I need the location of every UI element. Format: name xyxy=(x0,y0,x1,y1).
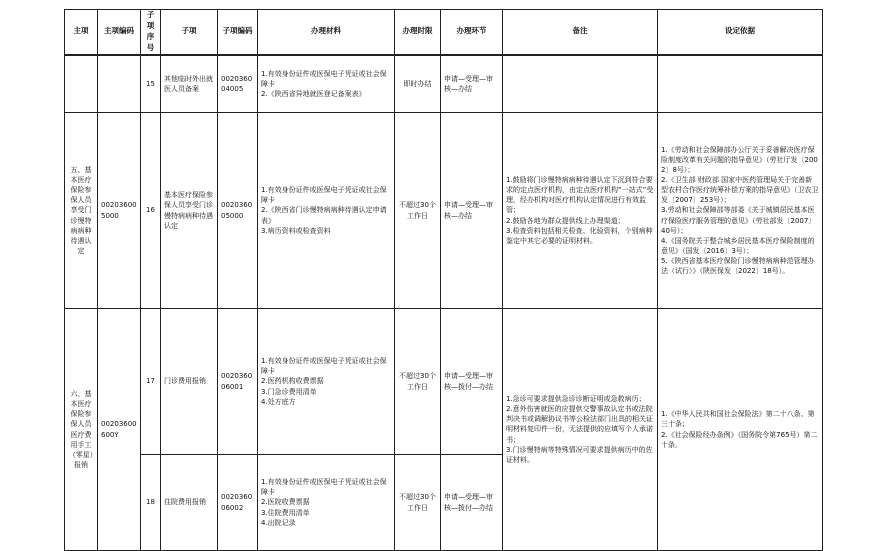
header-basis: 设定依据 xyxy=(658,10,823,55)
material-item: 3.门急诊费用清单 xyxy=(261,387,317,396)
subitem-code-cell: 002036006001 xyxy=(218,309,258,455)
subitem-code-cell: 002036005000 xyxy=(218,113,258,309)
material-item: 1.有效身份证件或医保电子凭证或社会保障卡 xyxy=(261,478,387,497)
basis-cell xyxy=(658,309,823,551)
material-item: 1.有效身份证件或医保电子凭证或社会保障卡 xyxy=(261,69,387,88)
materials-cell xyxy=(258,113,395,309)
material-item: 1.有效身份证件或医保电子凭证或社会保障卡 xyxy=(261,186,387,205)
subitem-cell: 基本医疗保险参保人员享受门诊慢特病病种待遇认定 xyxy=(161,113,218,309)
basis-item: 1.《中华人民共和国社会保险法》第二十八条、第三十条； xyxy=(661,410,815,429)
basis-cell xyxy=(658,113,823,309)
time-limit-cell: 不超过30个工作日 xyxy=(395,455,441,551)
material-item: 4.出院记录 xyxy=(261,518,296,527)
header-materials: 办理材料 xyxy=(258,10,395,55)
material-item: 2.《陕西省异地就医登记备案表》 xyxy=(261,89,366,98)
process-cell: 申请—受理—审核—办结 xyxy=(441,113,503,309)
main-item-cell xyxy=(65,55,98,113)
subitem-cell: 住院费用报销 xyxy=(161,455,218,551)
table-row xyxy=(65,309,823,455)
remark-item: 1.急诊可要求提供急诊诊断证明或急救病历； xyxy=(506,395,646,403)
process-cell: 申请—受理—审核—办结 xyxy=(441,55,503,113)
main-code-cell: 00203600600Y xyxy=(98,309,141,551)
remark-item: 1.鼓励将门诊慢特病病种待遇认定下沉到符合要求的定点医疗机构，由定点医疗机构“一站式”受理，经办机构对医疗机构认定情况进行有效监管； xyxy=(506,176,654,215)
basis-item: 4.《国务院关于整合城乡居民基本医疗保险制度的意见》（国发〔2016〕3号）； xyxy=(661,236,815,255)
material-item: 1.有效身份证件或医保电子凭证或社会保障卡 xyxy=(261,357,387,376)
material-item: 2.医药机构收费票据 xyxy=(261,377,324,386)
material-item: 3.病历资料或检查资料 xyxy=(261,226,331,235)
table-header-row xyxy=(65,10,823,55)
materials-cell xyxy=(258,55,395,113)
header-subitem-code: 子项编码 xyxy=(218,10,258,55)
remark-item: 2.意外伤害就医的应提供交警事故认定书或法院判决书或调解协议书等公检法部门出具的相关证明材料复印件一份，无法提供的应填写个人承诺书； xyxy=(506,405,653,444)
remarks-cell xyxy=(503,113,658,309)
header-main-code: 主项编码 xyxy=(98,10,141,55)
remarks-cell xyxy=(503,309,658,551)
basis-item: 2.《社会保险经办条例》（国务院令第765号）第二十条。 xyxy=(661,430,818,449)
main-item-cell: 六、基本医疗保险参保人员医疗费用手工（零星）报销 xyxy=(65,309,98,551)
subitem-no-cell: 15 xyxy=(141,55,161,113)
subitem-cell: 门诊费用报销 xyxy=(161,309,218,455)
main-code-cell xyxy=(98,55,141,113)
subitem-cell: 其他临时外出就医人员备案 xyxy=(161,55,218,113)
time-limit-cell: 即时办结 xyxy=(395,55,441,113)
material-item: 3.住院费用清单 xyxy=(261,508,310,517)
time-limit-cell: 不超过30个工作日 xyxy=(395,309,441,455)
header-subitem: 子项 xyxy=(161,10,218,55)
materials-cell xyxy=(258,309,395,455)
subitem-code-cell: 002036004005 xyxy=(218,55,258,113)
header-time-limit: 办理时限 xyxy=(395,10,441,55)
header-subitem-no: 子项序号 xyxy=(141,10,161,55)
main-code-cell: 002036005000 xyxy=(98,113,141,309)
header-process: 办理环节 xyxy=(441,10,503,55)
header-remarks: 备注 xyxy=(503,10,658,55)
basis-cell xyxy=(658,55,823,113)
materials-cell xyxy=(258,455,395,551)
time-limit-cell: 不超过30个工作日 xyxy=(395,113,441,309)
table-row xyxy=(65,113,823,309)
remark-item: 2.鼓励各地为群众提供线上办理渠道； xyxy=(506,216,625,225)
process-cell: 申请—受理—审核—拨付—办结 xyxy=(441,309,503,455)
basis-item: 1.《劳动和社会保障部办公厅关于妥善解决医疗保险制度改革有关问题的指导意见》（劳社厅发〔2002〕8号）； xyxy=(661,145,818,174)
material-item: 2.《陕西省门诊慢特病病种待遇认定申请表》 xyxy=(261,206,387,225)
basis-item: 2.《卫生部 财政部 国家中医药管理局关于完善新型农村合作医疗统筹补偿方案的指导意见》（卫农卫发〔2007〕253号）； xyxy=(661,176,819,205)
remarks-cell xyxy=(503,55,658,113)
material-item: 2.医院收费票据 xyxy=(261,498,310,507)
remark-item: 3.检查资料包括相关检查、化验资料，个别病种鉴定中其它必要的证明材料。 xyxy=(506,226,653,245)
main-item-cell: 五、基本医疗保险参保人员享受门诊慢特病病种待遇认定 xyxy=(65,113,98,309)
service-items-table xyxy=(64,9,823,551)
subitem-code-cell: 002036006002 xyxy=(218,455,258,551)
table-row xyxy=(65,55,823,113)
process-cell: 申请—受理—审核—拨付—办结 xyxy=(441,455,503,551)
subitem-no-cell: 17 xyxy=(141,309,161,455)
remark-item: 3.门诊慢特病等特殊情况可要求提供病历中的佐证材料。 xyxy=(506,445,653,464)
basis-item: 3.劳动和社会保障部等部委《关于城镇居民基本医疗保险医疗服务管理的意见》（劳社部发〔2007〕40号）； xyxy=(661,206,816,235)
header-main-item: 主项 xyxy=(65,10,98,55)
material-item: 4.处方底方 xyxy=(261,397,296,406)
subitem-no-cell: 16 xyxy=(141,113,161,309)
subitem-no-cell: 18 xyxy=(141,455,161,551)
basis-item: 5.《陕西省基本医疗保险门诊慢特病病种范管理办法（试行）》（陕医保发〔2022〕18号）。 xyxy=(661,257,815,276)
